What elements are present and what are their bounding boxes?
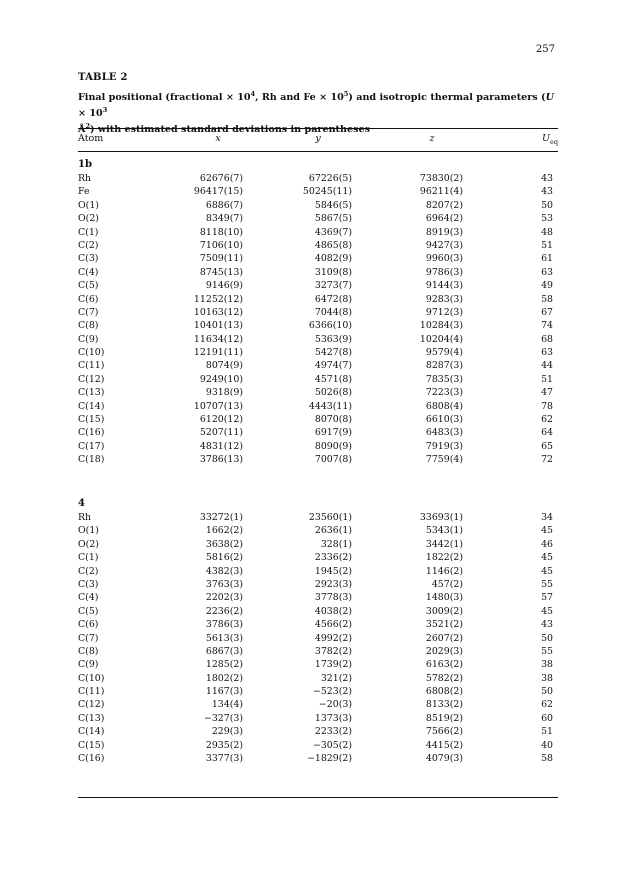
table-row <box>78 698 558 711</box>
cell-u-eq: 44 <box>541 360 553 372</box>
cell-u-eq: 58 <box>541 293 553 305</box>
cell-z: 9427(3) <box>425 239 463 251</box>
cell-u-eq: 61 <box>541 253 553 265</box>
cell-atom: C(6) <box>78 619 99 631</box>
cell-x: 9146(9) <box>205 280 243 292</box>
cell-u-eq: 49 <box>541 280 553 292</box>
cell-z: 6163(2) <box>425 659 463 671</box>
header-u-eq <box>542 133 558 146</box>
cell-atom: C(2) <box>78 565 99 577</box>
cell-x: 1802(2) <box>205 672 243 684</box>
header-y: y <box>315 133 321 144</box>
cell-x: 62676(7) <box>199 173 243 184</box>
cell-u-eq: 55 <box>541 578 553 590</box>
cell-x: 8118(10) <box>199 226 243 238</box>
cell-atom: C(12) <box>78 699 105 711</box>
cell-x: 2935(2) <box>205 739 243 751</box>
table-row <box>78 279 558 292</box>
table-header-rule <box>78 151 558 152</box>
table-row <box>78 618 558 631</box>
cell-z: 8133(2) <box>425 699 463 711</box>
table-row <box>78 511 558 524</box>
cell-u-eq: 72 <box>541 454 553 466</box>
cell-z: 6808(2) <box>425 686 463 698</box>
caption-part: Final positional (fractional × 10 <box>78 92 251 104</box>
table-section <box>78 158 558 467</box>
caption-part: , Rh and Fe × 10 <box>255 92 344 104</box>
cell-y: 1373(3) <box>314 712 352 724</box>
cell-y: 5867(5) <box>314 213 352 225</box>
cell-z: 7759(4) <box>425 454 463 466</box>
cell-z: 6808(4) <box>425 400 463 412</box>
cell-y: 5026(8) <box>314 387 352 399</box>
cell-atom: C(7) <box>78 306 99 318</box>
cell-y: 5846(5) <box>314 199 352 211</box>
cell-u-eq: 34 <box>541 512 553 523</box>
cell-x: 229(3) <box>211 726 243 738</box>
table-row <box>78 645 558 658</box>
cell-z: 96211(4) <box>419 186 463 198</box>
table-row <box>78 672 558 685</box>
cell-x: 6867(3) <box>205 645 243 657</box>
cell-atom: C(7) <box>78 632 99 644</box>
table-row <box>78 551 558 564</box>
table-row <box>78 605 558 618</box>
table-bottom-rule <box>78 797 558 798</box>
cell-z: 9786(3) <box>425 266 463 278</box>
cell-x: 2236(2) <box>205 605 243 617</box>
cell-u-eq: 60 <box>541 712 553 724</box>
cell-atom: O(1) <box>78 199 99 211</box>
cell-z: 8207(2) <box>425 199 463 211</box>
cell-atom: Rh <box>78 173 92 184</box>
table-row <box>78 524 558 537</box>
cell-atom: C(10) <box>78 347 105 359</box>
cell-x: 4382(3) <box>205 565 243 577</box>
cell-x: 3786(3) <box>205 619 243 631</box>
cell-atom: C(1) <box>78 552 99 564</box>
section-label: 4 <box>78 498 85 509</box>
cell-z: 7919(3) <box>425 440 463 452</box>
cell-atom: C(13) <box>78 387 105 399</box>
cell-x: 5207(11) <box>199 427 243 439</box>
cell-atom: C(13) <box>78 712 105 724</box>
cell-y: −1829(2) <box>307 753 352 765</box>
cell-atom: C(4) <box>78 266 99 278</box>
cell-z: 33693(1) <box>419 512 463 523</box>
cell-atom: C(16) <box>78 427 105 439</box>
table-row <box>78 565 558 578</box>
cell-u-eq: 38 <box>541 672 553 684</box>
cell-u-eq: 51 <box>541 726 553 738</box>
table-row <box>78 306 558 319</box>
cell-atom: C(16) <box>78 753 105 765</box>
header-x: x <box>215 133 221 144</box>
cell-y: 6917(9) <box>314 427 352 439</box>
page-number: 257 <box>535 44 555 55</box>
cell-atom: O(1) <box>78 525 99 537</box>
cell-atom: C(11) <box>78 360 105 372</box>
cell-atom: C(3) <box>78 578 99 590</box>
cell-u-eq: 51 <box>541 239 553 251</box>
table-row <box>78 172 558 185</box>
table-row <box>78 185 558 198</box>
cell-y: 4992(2) <box>314 632 352 644</box>
cell-y: 3782(2) <box>314 645 352 657</box>
cell-x: 1167(3) <box>205 686 243 698</box>
cell-atom: C(14) <box>78 726 105 738</box>
cell-x: 10163(12) <box>193 306 243 318</box>
cell-atom: C(11) <box>78 686 105 698</box>
cell-atom: O(2) <box>78 538 99 550</box>
table-row <box>78 319 558 332</box>
table-label: TABLE 2 <box>78 72 128 83</box>
cell-u-eq: 45 <box>541 565 553 577</box>
cell-u-eq: 46 <box>541 538 553 550</box>
cell-z: 2029(3) <box>425 645 463 657</box>
cell-z: 9960(3) <box>425 253 463 265</box>
table-row <box>78 252 558 265</box>
cell-u-eq: 68 <box>541 333 553 345</box>
cell-x: 5816(2) <box>205 552 243 564</box>
cell-x: 6886(7) <box>205 199 243 211</box>
cell-y: 7044(8) <box>314 306 352 318</box>
cell-x: −327(3) <box>203 712 243 724</box>
cell-u-eq: 55 <box>541 645 553 657</box>
table-row <box>78 293 558 306</box>
cell-y: 4571(8) <box>314 373 352 385</box>
cell-x: 3786(13) <box>199 454 243 466</box>
table-row <box>78 685 558 698</box>
cell-x: 9249(10) <box>199 373 243 385</box>
cell-x: 96417(15) <box>193 186 243 198</box>
table-row <box>78 752 558 765</box>
caption-sup: 4 <box>250 90 256 98</box>
cell-atom: C(9) <box>78 659 99 671</box>
cell-atom: C(17) <box>78 440 105 452</box>
table-row <box>78 226 558 239</box>
table-row <box>78 373 558 386</box>
cell-atom: C(5) <box>78 605 99 617</box>
cell-y: −523(2) <box>312 686 352 698</box>
header-u: U <box>541 133 550 144</box>
cell-y: 8090(9) <box>314 440 352 452</box>
cell-z: 10204(4) <box>419 333 463 345</box>
header-u-sub: eq <box>549 137 558 146</box>
cell-u-eq: 43 <box>541 619 553 631</box>
cell-z: 8519(2) <box>425 712 463 724</box>
caption-part: ) and isotropic thermal parameters ( <box>348 92 546 104</box>
cell-x: 9318(9) <box>205 387 243 399</box>
cell-x: 12191(11) <box>193 347 243 359</box>
table-top-rule <box>78 128 558 129</box>
caption-sup: 3 <box>102 106 108 115</box>
table-row <box>78 400 558 413</box>
cell-y: 7007(8) <box>314 454 352 466</box>
cell-u-eq: 62 <box>541 699 553 711</box>
cell-z: 3442(1) <box>425 538 463 550</box>
cell-x: 7106(10) <box>199 239 243 251</box>
cell-u-eq: 65 <box>541 440 553 452</box>
cell-u-eq: 45 <box>541 605 553 617</box>
cell-y: 4566(2) <box>314 619 352 631</box>
cell-atom: Rh <box>78 512 92 523</box>
table-row <box>78 359 558 372</box>
cell-x: 3638(2) <box>205 538 243 550</box>
cell-z: 1480(3) <box>425 592 463 604</box>
cell-y: 4038(2) <box>314 605 352 617</box>
cell-z: 4079(3) <box>425 753 463 765</box>
cell-u-eq: 43 <box>541 173 553 184</box>
cell-x: 8074(9) <box>205 360 243 372</box>
table-row <box>78 266 558 279</box>
cell-y: −305(2) <box>312 739 352 751</box>
cell-u-eq: 74 <box>541 320 553 332</box>
cell-x: 8745(13) <box>199 266 243 278</box>
cell-atom: C(6) <box>78 293 99 305</box>
cell-x: 134(4) <box>211 699 243 711</box>
cell-atom: C(18) <box>78 454 105 466</box>
cell-u-eq: 50 <box>541 199 553 211</box>
section-rows <box>78 172 558 467</box>
cell-u-eq: 43 <box>541 186 553 198</box>
cell-y: 4974(7) <box>314 360 352 372</box>
cell-z: 3009(2) <box>425 605 463 617</box>
cell-x: 11634(12) <box>193 333 243 345</box>
cell-x: 1285(2) <box>205 659 243 671</box>
header-z: z <box>429 133 435 144</box>
table-row <box>78 632 558 645</box>
cell-x: 6120(12) <box>199 414 243 426</box>
cell-u-eq: 50 <box>541 632 553 644</box>
cell-y: 5427(8) <box>314 347 352 359</box>
cell-u-eq: 53 <box>541 213 553 225</box>
cell-z: 9712(3) <box>425 306 463 318</box>
cell-y: 3109(8) <box>314 266 352 278</box>
cell-atom: C(15) <box>78 414 105 426</box>
cell-y: 2636(1) <box>314 525 352 537</box>
cell-y: 4865(8) <box>314 239 352 251</box>
cell-atom: C(9) <box>78 333 99 345</box>
cell-x: 11252(12) <box>193 293 243 305</box>
cell-atom: C(2) <box>78 239 99 251</box>
cell-x: 3763(3) <box>205 578 243 590</box>
cell-z: 7566(2) <box>425 726 463 738</box>
cell-z: 1146(2) <box>425 565 463 577</box>
cell-y: 5363(9) <box>314 333 352 345</box>
cell-u-eq: 63 <box>541 266 553 278</box>
cell-z: 9579(4) <box>425 347 463 359</box>
cell-u-eq: 62 <box>541 414 553 426</box>
cell-atom: C(8) <box>78 320 99 332</box>
table-row <box>78 386 558 399</box>
cell-u-eq: 58 <box>541 753 553 765</box>
cell-z: 4415(2) <box>425 739 463 751</box>
caption-part: Å <box>78 124 86 136</box>
table-header-row <box>78 133 558 147</box>
cell-u-eq: 47 <box>541 387 553 399</box>
cell-atom: C(4) <box>78 592 99 604</box>
caption-part: ) with estimated standard deviations in parentheses <box>89 124 370 136</box>
cell-x: 4831(12) <box>199 440 243 452</box>
table-row <box>78 739 558 752</box>
cell-atom: C(5) <box>78 280 99 292</box>
cell-x: 2202(3) <box>205 592 243 604</box>
cell-y: 321(2) <box>320 672 352 684</box>
caption-part: × 10 <box>78 108 103 120</box>
cell-z: 6964(2) <box>425 213 463 225</box>
cell-z: 3521(2) <box>425 619 463 631</box>
table-row <box>78 239 558 252</box>
cell-x: 10401(13) <box>193 320 243 332</box>
section-rows <box>78 511 558 765</box>
cell-x: 33272(1) <box>199 512 243 523</box>
cell-y: −20(3) <box>318 699 352 711</box>
cell-atom: C(8) <box>78 645 99 657</box>
cell-u-eq: 45 <box>541 525 553 537</box>
caption-sup: 5 <box>343 90 349 98</box>
cell-z: 10284(3) <box>419 320 463 332</box>
table-row <box>78 413 558 426</box>
cell-y: 3273(7) <box>314 280 352 292</box>
cell-y: 50245(11) <box>302 186 352 198</box>
table-row <box>78 440 558 453</box>
cell-y: 3778(3) <box>314 592 352 604</box>
cell-z: 6610(3) <box>425 414 463 426</box>
cell-x: 5613(3) <box>205 632 243 644</box>
cell-z: 1822(2) <box>425 552 463 564</box>
cell-z: 457(2) <box>431 578 463 590</box>
cell-z: 5343(1) <box>425 525 463 537</box>
cell-u-eq: 45 <box>541 552 553 564</box>
cell-y: 328(1) <box>320 538 352 550</box>
table-row <box>78 725 558 738</box>
table-row <box>78 578 558 591</box>
table-row <box>78 212 558 225</box>
table-row <box>78 333 558 346</box>
cell-u-eq: 67 <box>541 306 553 318</box>
cell-u-eq: 40 <box>541 739 553 751</box>
cell-u-eq: 63 <box>541 347 553 359</box>
cell-atom: Fe <box>78 186 90 198</box>
cell-u-eq: 38 <box>541 659 553 671</box>
cell-z: 2607(2) <box>425 632 463 644</box>
cell-y: 8070(8) <box>314 414 352 426</box>
table-row <box>78 538 558 551</box>
cell-y: 23560(1) <box>308 512 352 523</box>
cell-y: 1739(2) <box>314 659 352 671</box>
cell-z: 8919(3) <box>425 226 463 238</box>
cell-y: 4443(11) <box>308 400 352 412</box>
cell-atom: C(14) <box>78 400 105 412</box>
cell-u-eq: 64 <box>541 427 553 439</box>
cell-z: 9144(3) <box>425 280 463 292</box>
cell-u-eq: 50 <box>541 686 553 698</box>
cell-z: 8287(3) <box>425 360 463 372</box>
cell-z: 7223(3) <box>425 387 463 399</box>
table-row <box>78 199 558 212</box>
caption-u: U <box>545 92 554 104</box>
cell-atom: C(3) <box>78 253 99 265</box>
table-row <box>78 453 558 466</box>
cell-x: 10707(13) <box>193 400 243 412</box>
table-row <box>78 658 558 671</box>
section-label: 1b <box>78 159 92 170</box>
cell-x: 8349(7) <box>205 213 243 225</box>
cell-y: 6366(10) <box>308 320 352 332</box>
cell-u-eq: 48 <box>541 226 553 238</box>
cell-u-eq: 57 <box>541 592 553 604</box>
cell-y: 4369(7) <box>314 226 352 238</box>
cell-y: 67226(5) <box>308 173 352 184</box>
cell-atom: C(10) <box>78 672 105 684</box>
cell-atom: C(1) <box>78 226 99 238</box>
cell-y: 2233(2) <box>314 726 352 738</box>
cell-z: 5782(2) <box>425 672 463 684</box>
table-row <box>78 712 558 725</box>
cell-atom: C(15) <box>78 739 105 751</box>
cell-y: 6472(8) <box>314 293 352 305</box>
cell-z: 73830(2) <box>419 173 463 184</box>
cell-x: 7509(11) <box>199 253 243 265</box>
cell-u-eq: 51 <box>541 373 553 385</box>
cell-y: 2923(3) <box>314 578 352 590</box>
cell-atom: O(2) <box>78 213 99 225</box>
cell-z: 7835(3) <box>425 373 463 385</box>
table-row <box>78 426 558 439</box>
cell-x: 1662(2) <box>205 525 243 537</box>
table-row <box>78 346 558 359</box>
cell-y: 1945(2) <box>314 565 352 577</box>
caption-sup: 2 <box>85 122 90 131</box>
cell-z: 6483(3) <box>425 427 463 439</box>
table-section <box>78 497 558 765</box>
cell-atom: C(12) <box>78 373 105 385</box>
cell-z: 9283(3) <box>425 293 463 305</box>
cell-u-eq: 78 <box>541 400 553 412</box>
header-atom: Atom <box>78 133 104 144</box>
cell-y: 4082(9) <box>314 253 352 265</box>
table-row <box>78 591 558 604</box>
cell-x: 3377(3) <box>205 753 243 765</box>
table-caption <box>78 88 558 137</box>
cell-y: 2336(2) <box>314 552 352 564</box>
